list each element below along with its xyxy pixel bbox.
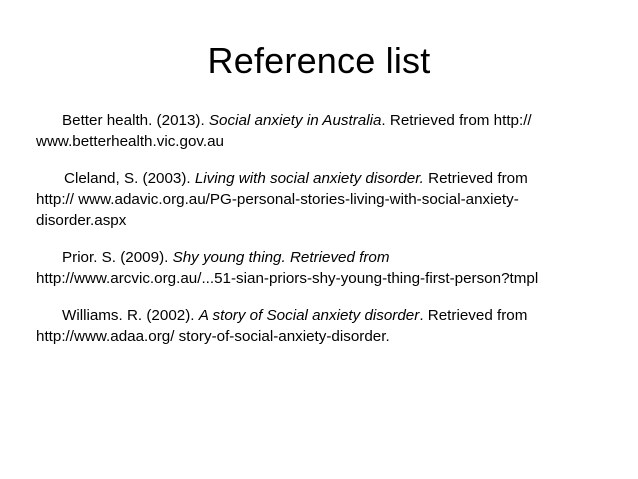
slide-title: Reference list [207,40,431,81]
reference-3-italic: Shy young thing. Retrieved from [172,249,390,266]
reference-item-2 [36,168,626,231]
reference-1-line-2: www.betterhealth.vic.gov.au [36,133,224,150]
reference-2-line-3: disorder.aspx [36,212,127,229]
reference-2-line-1 [36,168,626,189]
reference-2-line-2: http:// www.adavic.org.au/PG-personal-stories-living-with-social-anxiety- [36,191,519,208]
reference-4-line-2: http://www.adaa.org/ story-of-social-anxiety-disorder. [36,328,390,345]
reference-3-line-1 [36,247,626,268]
reference-4-italic: A story of Social anxiety disorder [198,307,420,324]
reference-item-4 [36,305,626,347]
reference-list [36,110,626,363]
reference-4-post: . Retrieved from [419,307,528,324]
reference-1-line-1 [36,110,626,131]
reference-3-text: Prior. S. (2009). [62,249,173,266]
reference-item-1 [36,110,626,152]
reference-1-post: . Retrieved from http:// [381,112,532,129]
reference-2-post: Retrieved from [423,170,528,187]
reference-2-italic: Living with social anxiety disorder. [194,170,424,187]
reference-4-line-1 [36,305,626,326]
reference-2-text: Cleland, S. (2003). [64,170,195,187]
reference-item-3 [36,247,626,289]
reference-4-text: Williams. R. (2002). [62,307,199,324]
reference-1-italic: Social anxiety in Australia [208,112,382,129]
reference-3-line-2: http://www.arcvic.org.au/...51-sian-priors-shy-young-thing-first-person?tmpl [36,270,539,287]
reference-1-text: Better health. (2013). [62,112,209,129]
